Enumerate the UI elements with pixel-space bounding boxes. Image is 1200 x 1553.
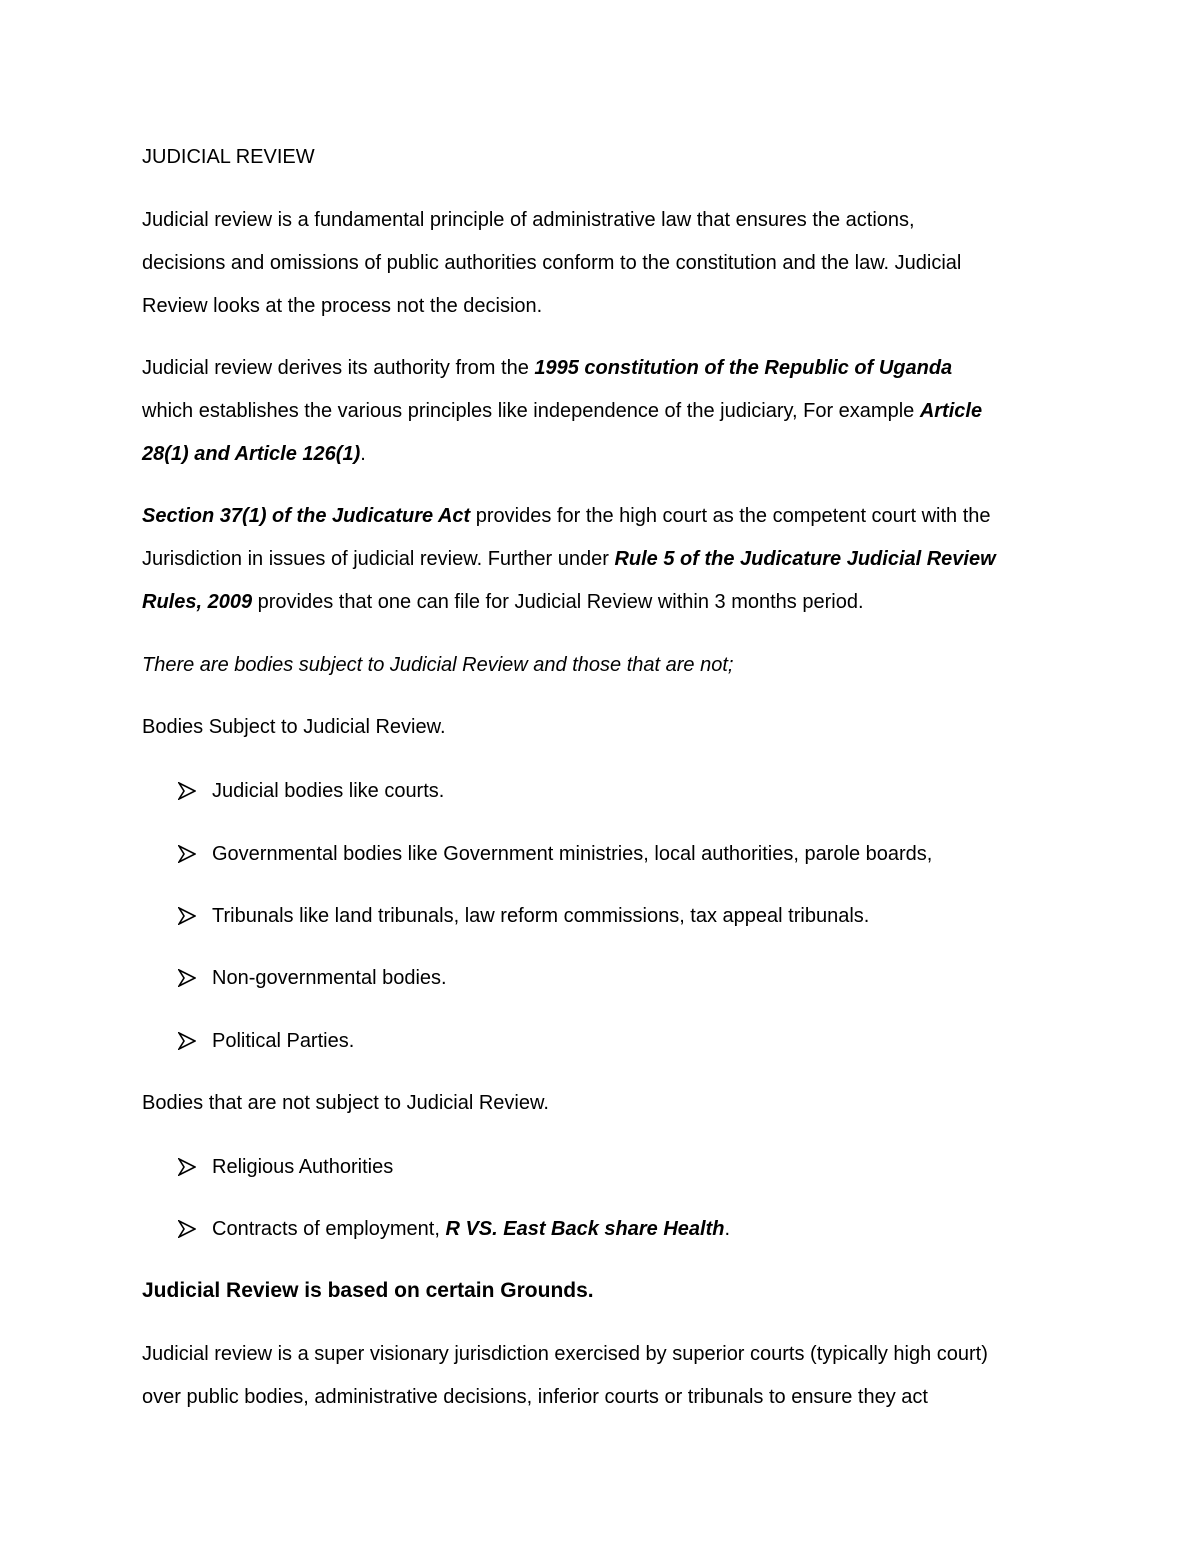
list-item: Governmental bodies like Government ministries, local authorities, parole boards, (178, 839, 932, 869)
paragraph-line: Jurisdiction in issues of judicial review. Further under Rule 5 of the Judicature Judicial Review (142, 548, 996, 570)
arrowhead-bullet-icon (178, 1026, 212, 1056)
paragraph-line: Judicial review is a fundamental principle of administrative law that ensures the actions, (142, 209, 915, 231)
arrowhead-bullet-icon (178, 1214, 212, 1244)
paragraph-line: decisions and omissions of public authorities conform to the constitution and the law. Judicial (142, 252, 962, 274)
rule-citation: Rules, 2009 (142, 591, 253, 613)
paragraph-line: Judicial review is a super visionary jurisdiction exercised by superior courts (typically high court) (142, 1343, 988, 1365)
subject-bodies-heading: Bodies Subject to Judicial Review. (142, 716, 446, 738)
paragraph-line: over public bodies, administrative decisions, inferior courts or tribunals to ensure they act (142, 1386, 928, 1408)
list-item: Tribunals like land tribunals, law reform commissions, tax appeal tribunals. (178, 901, 869, 931)
paragraph-definition (142, 199, 1062, 328)
list-item: Contracts of employment, R VS. East Back share Health. (178, 1214, 730, 1244)
arrowhead-bullet-icon (178, 839, 212, 869)
paragraph-line: Review looks at the process not the decision. (142, 295, 543, 317)
paragraph-line: Rules, 2009 provides that one can file for Judicial Review within 3 months period. (142, 591, 864, 613)
paragraph-line: 28(1) and Article 126(1). (142, 443, 366, 465)
paragraph-jurisdiction (142, 495, 1062, 624)
not-subject-bodies-heading: Bodies that are not subject to Judicial Review. (142, 1092, 549, 1114)
paragraph-line: which establishes the various principles like independence of the judiciary, For example Article (142, 400, 983, 422)
paragraph-authority (142, 347, 1062, 476)
list-item: Judicial bodies like courts. (178, 776, 444, 806)
arrowhead-bullet-icon (178, 963, 212, 993)
paragraph-line: Judicial review derives its authority from the 1995 constitution of the Republic of Uganda (142, 357, 953, 379)
list-item: Political Parties. (178, 1026, 354, 1056)
constitution-citation: 1995 constitution of the Republic of Uganda (534, 357, 953, 379)
arrowhead-bullet-icon (178, 776, 212, 806)
paragraph-supervisory (142, 1333, 1062, 1419)
paragraph-intro-bodies: There are bodies subject to Judicial Review and those that are not; (142, 654, 734, 676)
grounds-heading: Judicial Review is based on certain Grounds. (142, 1279, 594, 1302)
article-citation: 28(1) and Article 126(1) (142, 443, 361, 465)
document-title: JUDICIAL REVIEW (142, 146, 315, 168)
rule-citation: Rule 5 of the Judicature Judicial Review (614, 548, 996, 570)
list-item: Religious Authorities (178, 1152, 393, 1182)
paragraph-line: Section 37(1) of the Judicature Act provides for the high court as the competent court with the (142, 505, 991, 527)
act-citation: Section 37(1) of the Judicature Act (142, 505, 471, 527)
case-citation: R VS. East Back share Health (445, 1218, 725, 1240)
arrowhead-bullet-icon (178, 901, 212, 931)
article-citation: Article (919, 400, 983, 422)
list-item: Non-governmental bodies. (178, 963, 447, 993)
arrowhead-bullet-icon (178, 1152, 212, 1182)
